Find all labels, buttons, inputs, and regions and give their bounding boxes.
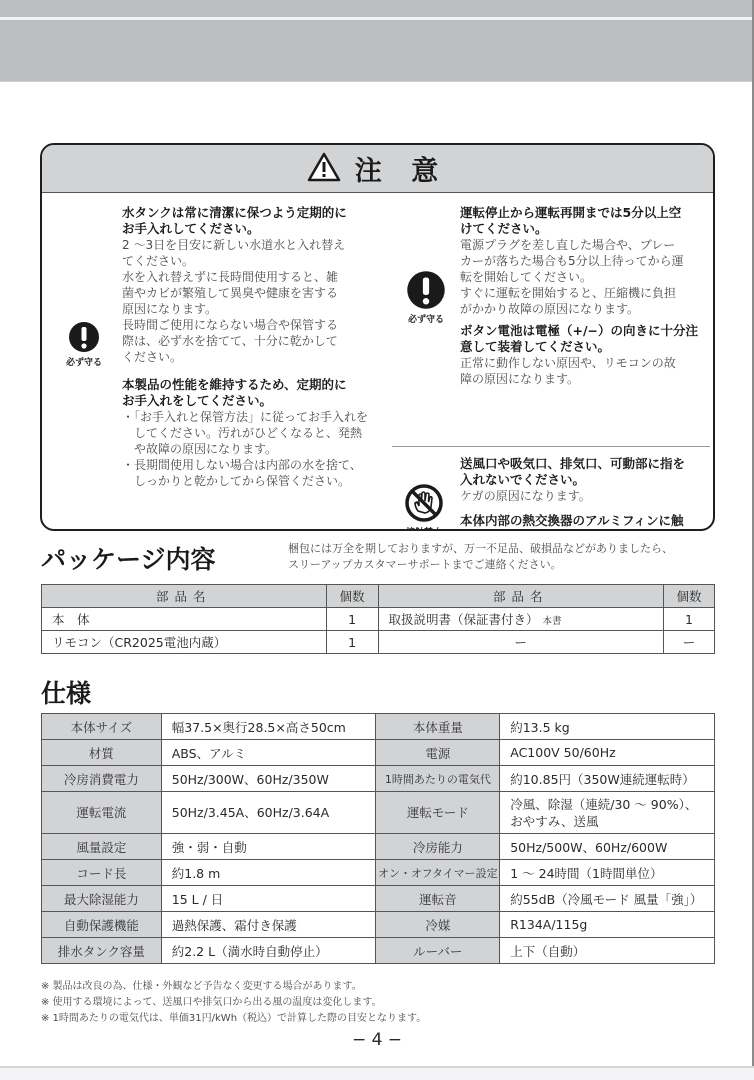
icon-caption — [406, 525, 442, 531]
footnote: ※ 製品は改良の為、仕様・外観など予告なく変更する場合があります。 — [41, 981, 362, 992]
table-row: 本体サイズ 幅37.5×奥行28.5×高さ50cm 本体重量 約13.5 kg — [42, 714, 715, 740]
caution-divider — [392, 446, 710, 447]
top-band — [0, 0, 754, 17]
package-table — [41, 584, 715, 654]
table-row: 最大除湿能力 15 L / 日 運転音 約55dB（冷風モード 風量「強」） — [42, 886, 715, 912]
table-row: コード長 約1.8 m オン・オフタイマー設定 1 〜 24時間（1時間単位） — [42, 860, 715, 886]
page-number: − 4 − — [351, 1030, 403, 1050]
spec-table — [41, 713, 715, 964]
column-header: 個数 — [326, 585, 378, 608]
no-touch-hand-icon — [404, 483, 444, 523]
caution-item-fingers: 送風口や吸気口、排気口、可動部に指を 入れないでください。 ケガの原因になります。 — [460, 456, 686, 503]
column-header: 部品名 — [42, 585, 327, 608]
footnotes — [41, 979, 426, 1027]
caution-item-maintenance: 本製品の性能を維持するため、定期的に お手入れをしてください。 ・「お手入れと保管方法」に従ってお手入れをしてください。汚れがひどくなると、発熱や故障の原因になります。 ・長期間使用しない場合は内部の水を捨て、しっかりと乾かしてから保管ください。 — [122, 377, 369, 488]
footnote: ※ 1時間あたりの電気代は、単価31円/kWh（税込）で計算した際の目安となります。 — [41, 1013, 427, 1024]
footnote: ※ 使用する環境によって、送風口や排気口から出る風の温度は変化します。 — [41, 997, 382, 1008]
icon-caption: 必ず守る — [66, 358, 103, 368]
table-row: 風量設定 強・弱・自動 冷房能力 50Hz/500W、60Hz/600W — [42, 834, 715, 860]
caution-item-fins: 本体内部の熱交換器のアルミフィンに触 — [460, 513, 684, 528]
caution-title: 注 意 — [354, 156, 449, 187]
caution-item-battery: ボタン電池は電極（+/−）の向きに十分注 意して装着してください。 正常に動作しない原因や、リモコンの故 障の原因になります。 — [460, 323, 699, 386]
caution-item-restart: 運転停止から運転再開までは5分以上空 けてください。 電源プラグを差し直した場合や、ブレー カーが落ちた場合も5分以上待ってから運 転を開始してください。 すぐに運転を開始すると、圧縮機に負担 がかかり故障の原因になります。 — [460, 205, 684, 316]
bottom-band — [0, 1066, 754, 1080]
caution-box — [40, 143, 715, 531]
mandatory-icon-group-2 — [406, 270, 446, 325]
package-title: パッケージ内容 — [41, 545, 216, 574]
table-row: 排水タンク容量 約2.2 L（満水時自動停止） ルーバー 上下（自動） — [42, 938, 715, 964]
package-note: 梱包には万全を期しておりますが、万一不足品、破損品などがありましたら、 スリーアップカスタマーサポートまでご連絡ください。 — [288, 542, 673, 571]
table-row: 運転電流 50Hz/3.45A、60Hz/3.64A 運転モード 冷風、除湿（連続/30 〜 90%）、おやすみ、送風 — [42, 792, 715, 834]
table-row: 自動保護機能 過熱保護、霜付き保護 冷媒 R134A/115g — [42, 912, 715, 938]
column-header: 部品名 — [378, 585, 664, 608]
header-band — [0, 20, 754, 82]
no-touch-icon-group — [404, 483, 444, 531]
table-row: 本 体 1 取扱説明書（保証書付き） 本書 1 — [42, 608, 715, 631]
warning-triangle-icon — [307, 152, 341, 186]
exclamation-circle-icon — [406, 270, 446, 310]
caution-item-water-tank: 水タンクは常に清潔に保つよう定期的に お手入れしてください。 2 〜3日を目安に新しい水道水と入れ替え てください。 水を入れ替えずに長時間使用すると、雑 菌やカビが繁殖して異臭や健康を害する 原因になります。 長時間ご使用にならない場合や保管する 際は、必ず水を捨てて、十分に乾かして ください。 — [122, 205, 347, 364]
table-row: 材質 ABS、アルミ 電源 AC100V 50/60Hz — [42, 740, 715, 766]
manual-cell: 取扱説明書（保証書付き） 本書 — [378, 608, 664, 631]
caution-body — [42, 193, 713, 529]
exclamation-circle-icon — [68, 321, 100, 353]
spec-title: 仕様 — [41, 679, 92, 708]
caution-header — [42, 145, 713, 193]
table-row: 冷房消費電力 50Hz/300W、60Hz/350W 1時間あたりの電気代 約10.85円（350W連続運転時） — [42, 766, 715, 792]
icon-caption: 必ず守る — [407, 315, 444, 325]
table-header-row — [42, 585, 715, 608]
column-header: 個数 — [664, 585, 715, 608]
mandatory-icon-group — [66, 321, 102, 368]
table-row: リモコン（CR2025電池内蔵） 1 ー ー — [42, 631, 715, 654]
